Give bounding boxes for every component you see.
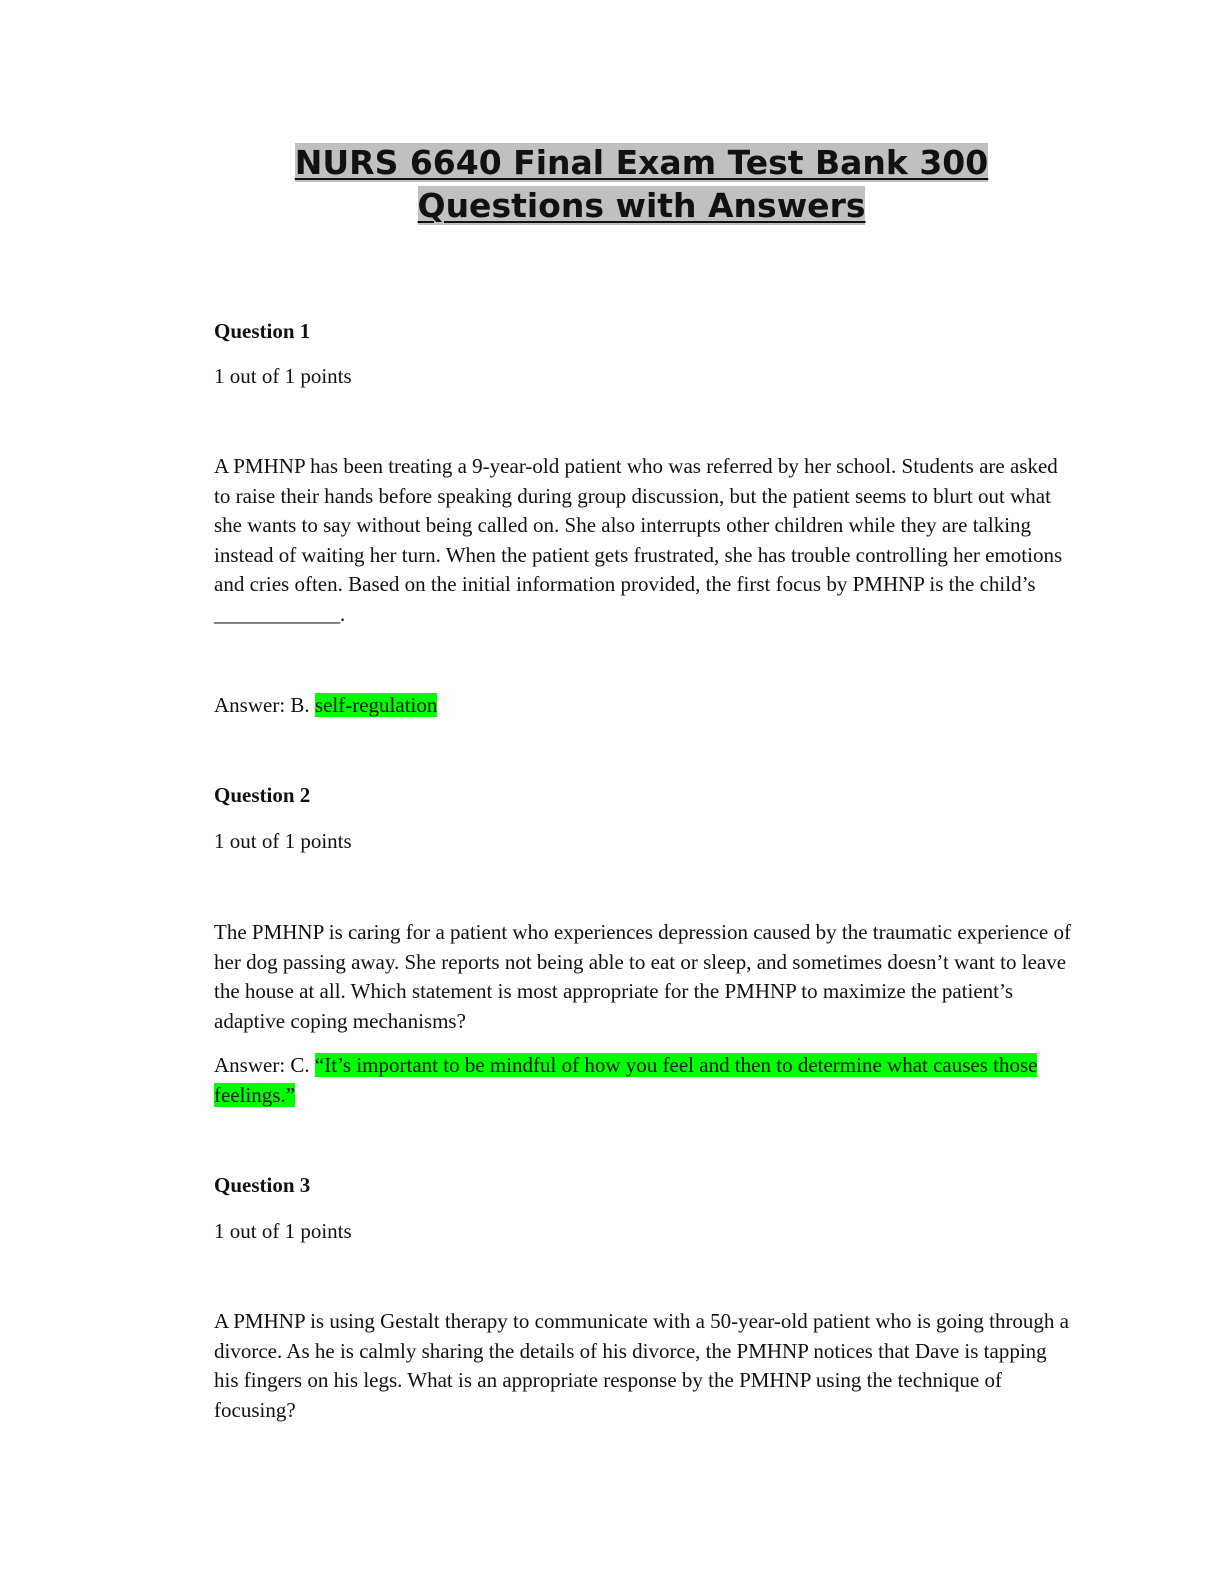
question-1-points: 1 out of 1 points (214, 364, 352, 388)
question-2-text: The PMHNP is caring for a patient who experiences depression caused by the traumatic experience of her dog passing away. She reports not being able to eat or sleep, and sometimes doesn’t want to leave the house at all. Which statement is most appropriate for the PMHNP to maximize the patient’s adaptive coping mechanisms? (214, 920, 1072, 1033)
question-3-points: 1 out of 1 points (214, 1219, 352, 1243)
question-2-heading: Question 2 (214, 783, 311, 807)
question-3-heading: Question 3 (214, 1173, 311, 1197)
question-2-answer-highlight: “It’s important to be mindful of how you feel and then to determine what causes those feelings.” (214, 1053, 1038, 1107)
question-1-answer-highlight: self-regulation (314, 693, 438, 717)
question-2-answer (214, 1051, 1074, 1110)
question-3-text: A PMHNP is using Gestalt therapy to communicate with a 50-year-old patient who is going through a divorce. As he is calmly sharing the details of his divorce, the PMHNP notices that Dave is tapping his fingers on his legs. What is an appropriate response by the PMHNP using the technique of focusing? (214, 1309, 1070, 1422)
question-1-answer (214, 691, 1074, 721)
question-1-heading: Question 1 (214, 319, 311, 343)
question-1-answer-prefix: Answer: B. (214, 693, 315, 717)
title-line-1: NURS 6640 Final Exam Test Bank 300 (294, 143, 989, 182)
title-line-2: Questions with Answers (417, 186, 866, 225)
question-2-points: 1 out of 1 points (214, 829, 352, 853)
question-1-text: A PMHNP has been treating a 9-year-old patient who was referred by her school. Students are asked to raise their hands before speaking during group discussion, but the patient seems to blurt out what she wants to say without being called on. She also interrupts other children while they are talking instead of waiting her turn. When the patient gets frustrated, she has trouble controlling her emotions and cries often. Based on the initial information provided, the first focus by PMHNP is the child’s ____________. (214, 454, 1063, 626)
question-2-answer-prefix: Answer: C. (214, 1053, 315, 1077)
document-title (214, 141, 1069, 227)
